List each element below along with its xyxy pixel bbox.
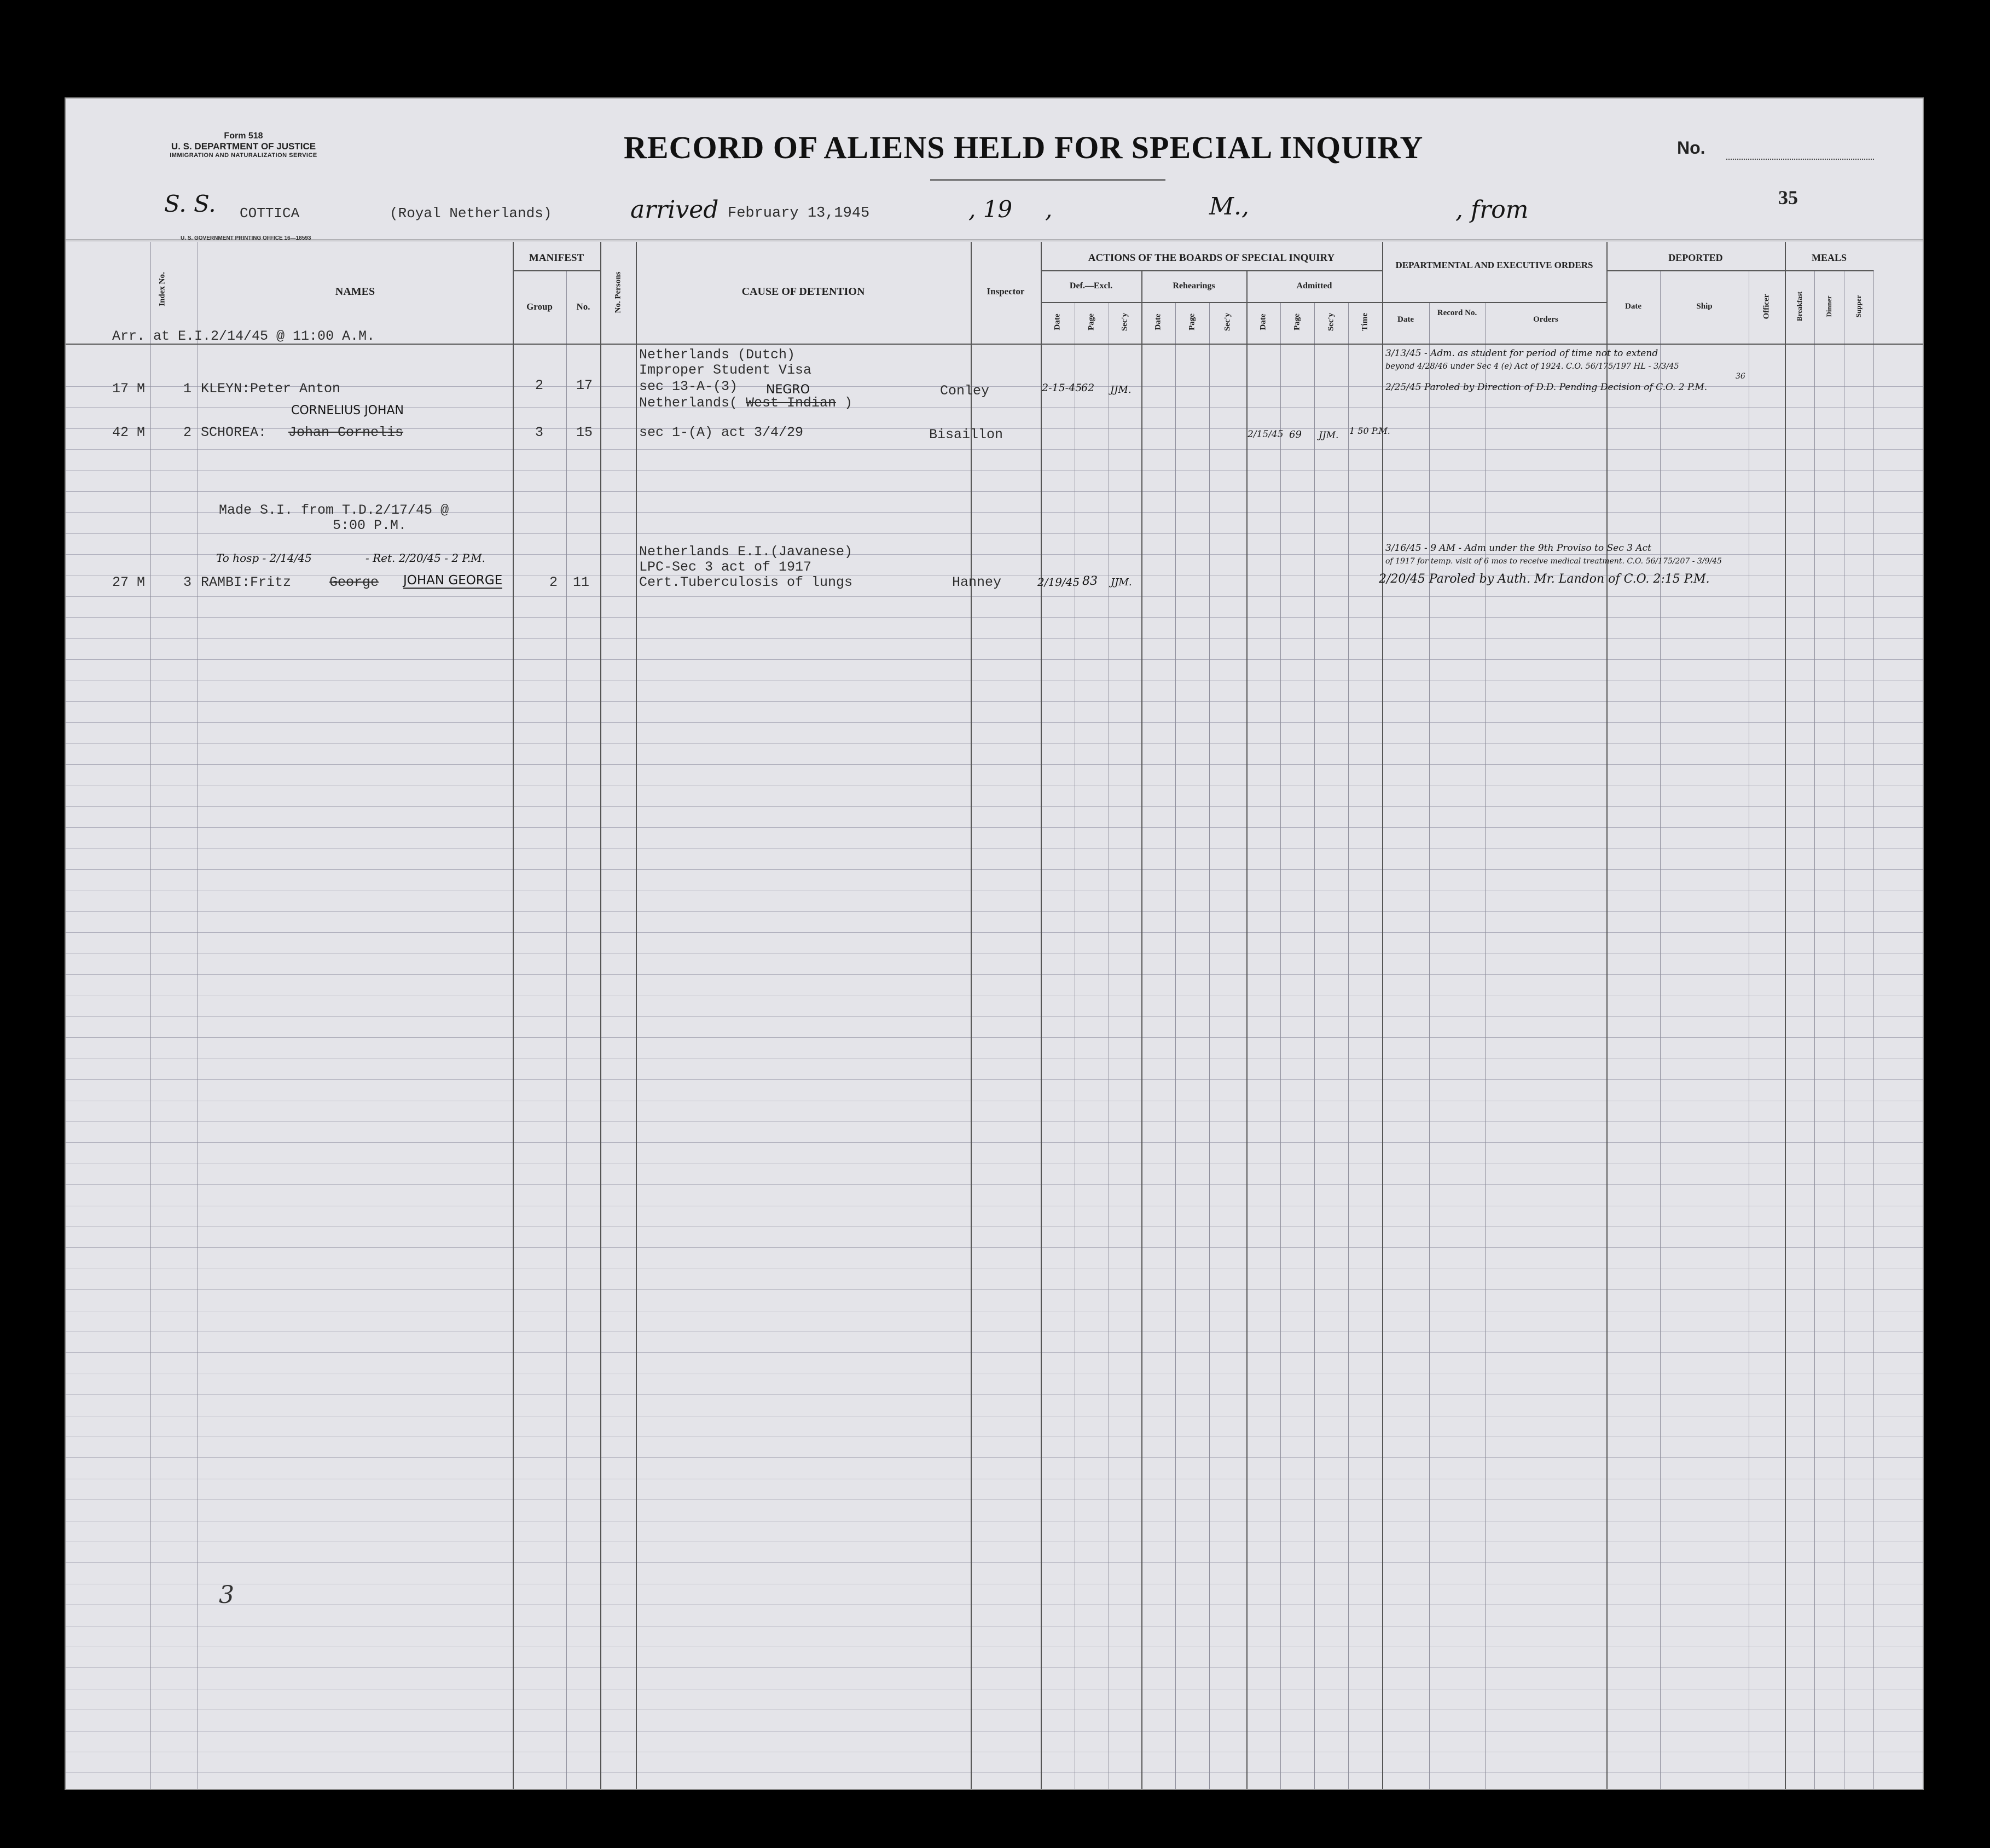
entry-2-cause-struck: West Indian bbox=[746, 395, 837, 411]
page-title: RECORD OF ALIENS HELD FOR SPECIAL INQUIRY bbox=[624, 130, 1424, 165]
entry-1-orders-sup: 36 bbox=[1736, 372, 1745, 381]
m-label: M., bbox=[1209, 193, 1250, 220]
entry-2-name-correction: CORNELIUS JOHAN bbox=[291, 404, 404, 417]
form-number: Form 518 bbox=[224, 131, 263, 141]
ruled-line bbox=[66, 1184, 1923, 1185]
header-def-page: Page bbox=[1087, 313, 1096, 330]
from-label: , from bbox=[1455, 196, 1529, 224]
entry-2-adm-page: 69 bbox=[1289, 429, 1302, 440]
entry-2-name-prefix: SCHOREA: bbox=[201, 425, 267, 440]
header-officer: Officer bbox=[1762, 294, 1771, 319]
column-line bbox=[513, 242, 514, 1789]
entry-3-age-sex: 27 M bbox=[112, 574, 146, 590]
ruled-line bbox=[66, 1247, 1923, 1248]
entry-3-name-struck: George bbox=[329, 574, 379, 590]
entry-1-index: 1 bbox=[183, 381, 192, 397]
header-top-rule bbox=[66, 240, 1923, 241]
group-rule bbox=[1785, 270, 1873, 271]
ruled-line bbox=[66, 470, 1923, 471]
entry-1-orders-1: 3/13/45 - Adm. as student for period of time not to extend bbox=[1385, 348, 1658, 359]
column-line bbox=[1814, 270, 1815, 1789]
header-no: No. bbox=[576, 301, 590, 312]
entry-1-group: 2 bbox=[535, 377, 544, 393]
column-line bbox=[1314, 302, 1315, 1789]
ruled-line bbox=[66, 974, 1923, 975]
column-line bbox=[1280, 302, 1281, 1789]
entry-1-def-page: 62 bbox=[1081, 382, 1095, 394]
header-dept-date: Date bbox=[1397, 315, 1414, 324]
ruled-line bbox=[66, 911, 1923, 912]
header-dinner: Dinner bbox=[1825, 295, 1833, 317]
entry-3-note-1: Made S.I. from T.D.2/17/45 @ bbox=[219, 502, 449, 518]
entry-2-no: 15 bbox=[576, 425, 593, 440]
group-rule bbox=[513, 270, 600, 271]
header-supper: Supper bbox=[1854, 295, 1863, 318]
column-line bbox=[1382, 242, 1383, 1789]
column-line bbox=[1660, 270, 1661, 1789]
entry-2-adm-time: 1 50 P.M. bbox=[1349, 426, 1390, 436]
form-identification bbox=[161, 131, 326, 159]
entry-2-cause-2: sec 1-(A) act 3/4/29 bbox=[639, 425, 804, 440]
header-adm-secy: Sec'y bbox=[1326, 312, 1336, 332]
header-index-no: Index No. bbox=[158, 272, 167, 306]
header-orders: Orders bbox=[1533, 315, 1558, 324]
header-meals: MEALS bbox=[1811, 252, 1847, 263]
column-line bbox=[1141, 270, 1142, 1789]
arrival-date: February 13,1945 bbox=[728, 205, 870, 222]
header-adm-time: Time bbox=[1360, 312, 1370, 332]
entry-2-cause-suffix: ) bbox=[844, 395, 853, 411]
ruled-line bbox=[66, 596, 1923, 597]
ruled-line bbox=[66, 764, 1923, 765]
title-underline bbox=[930, 179, 1165, 181]
header-reh-page: Page bbox=[1187, 313, 1197, 330]
ss-label: S. S. bbox=[164, 190, 216, 217]
column-line bbox=[1246, 270, 1248, 1789]
ruled-line bbox=[66, 932, 1923, 933]
ruled-line bbox=[66, 1289, 1923, 1290]
ship-name: COTTICA bbox=[240, 205, 300, 222]
comma-label: , bbox=[1045, 196, 1053, 223]
ruled-line bbox=[66, 491, 1923, 492]
entry-1-inspector: Conley bbox=[940, 383, 990, 399]
ruled-line bbox=[66, 638, 1923, 639]
entry-2-adm-secy: JJM. bbox=[1319, 430, 1339, 441]
header-names: NAMES bbox=[335, 286, 375, 298]
header-reh-date: Date bbox=[1153, 313, 1163, 330]
record-no-field bbox=[1726, 137, 1874, 160]
entry-2-index: 2 bbox=[183, 425, 192, 440]
header-no-persons: No. Persons bbox=[613, 271, 623, 313]
column-line bbox=[1175, 302, 1176, 1789]
column-line bbox=[1041, 242, 1042, 1789]
entry-3-orders-2: of 1917 for temp. visit of 6 mos to receive medical treatment. C.O. 56/175/207 - 3/9/45 bbox=[1385, 557, 1722, 566]
ruled-line bbox=[66, 869, 1923, 870]
header-rehearings: Rehearings bbox=[1173, 281, 1215, 290]
entry-3-cause-2: LPC-Sec 3 act of 1917 bbox=[639, 559, 812, 575]
ruled-line bbox=[66, 449, 1923, 450]
header-ship: Ship bbox=[1696, 302, 1713, 311]
entry-3-index: 3 bbox=[183, 574, 192, 590]
ruled-line bbox=[66, 743, 1923, 744]
header-inspector: Inspector bbox=[987, 286, 1025, 297]
ruled-line bbox=[66, 701, 1923, 702]
column-line bbox=[636, 242, 637, 1789]
column-line bbox=[1485, 302, 1486, 1789]
ruled-line bbox=[66, 1121, 1923, 1122]
entry-1-cause-2: Improper Student Visa bbox=[639, 362, 812, 378]
ruled-line bbox=[66, 617, 1923, 618]
entry-3-group: 2 bbox=[549, 574, 558, 590]
ruled-line bbox=[66, 1394, 1923, 1395]
entry-3-hosp-note: To hosp - 2/14/45 bbox=[216, 551, 312, 565]
column-line bbox=[1606, 242, 1608, 1789]
entry-2-inspector: Bisaillon bbox=[929, 427, 1003, 443]
entry-3-name-correction: JOHAN GEORGE bbox=[403, 573, 503, 588]
department-name: U. S. DEPARTMENT OF JUSTICE bbox=[171, 141, 316, 152]
column-line bbox=[1429, 302, 1430, 1789]
service-name: IMMIGRATION AND NATURALIZATION SERVICE bbox=[170, 152, 317, 159]
header-deported: DEPORTED bbox=[1668, 252, 1723, 263]
entry-3-def-page: 83 bbox=[1082, 574, 1098, 588]
column-line bbox=[600, 242, 601, 1789]
column-line bbox=[1785, 242, 1786, 1789]
column-line bbox=[971, 242, 972, 1789]
ruled-line bbox=[66, 1667, 1923, 1668]
entry-3-note-2: 5:00 P.M. bbox=[333, 518, 407, 533]
ruled-line bbox=[66, 533, 1923, 534]
entry-1-def-date: 2-15-45 bbox=[1042, 382, 1082, 394]
header-adm-date: Date bbox=[1258, 313, 1268, 330]
header-boards: ACTIONS OF THE BOARDS OF SPECIAL INQUIRY bbox=[1088, 252, 1335, 264]
entry-2-cause-correction: NEGRO bbox=[766, 383, 810, 397]
footer-mark: 3 bbox=[219, 1581, 234, 1609]
year-label: , 19 bbox=[968, 196, 1013, 223]
ruled-line bbox=[66, 1037, 1923, 1038]
entry-3-no: 11 bbox=[573, 574, 590, 590]
ruled-line bbox=[66, 659, 1923, 660]
entry-2-name-struck: Johan Cornelis bbox=[288, 425, 404, 440]
entry-2-cause-prefix: Netherlands( bbox=[639, 395, 738, 411]
entry-3-orders-1: 3/16/45 - 9 AM - Adm under the 9th Proviso to Sec 3 Act bbox=[1385, 543, 1651, 554]
printing-office: U. S. GOVERNMENT PRINTING OFFICE 16—18593 bbox=[181, 235, 311, 241]
entry-1-name: KLEYN:Peter Anton bbox=[201, 381, 341, 397]
entry-3-cause-3: Cert.Tuberculosis of lungs bbox=[639, 574, 853, 590]
header-group: Group bbox=[526, 301, 553, 312]
column-line bbox=[566, 270, 567, 1789]
ruled-line bbox=[66, 554, 1923, 555]
entry-3-ret-note: - Ret. 2/20/45 - 2 P.M. bbox=[365, 551, 486, 565]
group-rule bbox=[1606, 270, 1785, 271]
entry-1-orders-3: 2/25/45 Paroled by Direction of D.D. Pending Decision of C.O. 2 P.M. bbox=[1385, 382, 1708, 393]
entry-3-orders-3: 2/20/45 Paroled by Auth. Mr. Landon of C.O. 2:15 P.M. bbox=[1379, 572, 1710, 586]
header-dep-date: Date bbox=[1625, 302, 1641, 311]
ruled-line bbox=[66, 722, 1923, 723]
entry-2-adm-date: 2/15/45 bbox=[1248, 429, 1284, 440]
ruled-line bbox=[66, 1142, 1923, 1143]
header-dept: DEPARTMENTAL AND EXECUTIVE ORDERS bbox=[1395, 260, 1593, 270]
entry-2-age-sex: 42 M bbox=[112, 425, 146, 440]
ruled-line bbox=[66, 827, 1923, 828]
entry-2-group: 3 bbox=[535, 425, 544, 440]
header-admitted: Admitted bbox=[1296, 281, 1332, 290]
header-cause: CAUSE OF DETENTION bbox=[741, 286, 865, 298]
column-line bbox=[1348, 302, 1349, 1789]
header-manifest: MANIFEST bbox=[529, 252, 584, 264]
header-breakfast: Breakfast bbox=[1795, 292, 1803, 321]
page-number: 35 bbox=[1778, 187, 1798, 208]
column-line bbox=[1873, 270, 1874, 1789]
record-no-label: No. bbox=[1677, 138, 1705, 158]
ruled-line bbox=[66, 1079, 1923, 1080]
entry-1-cause-1: Netherlands (Dutch) bbox=[639, 347, 796, 363]
entry-3-inspector: Hanney bbox=[952, 574, 1002, 590]
entry-1-age-sex: 17 M bbox=[112, 381, 146, 397]
record-sheet bbox=[65, 97, 1924, 1790]
column-line bbox=[1209, 302, 1210, 1789]
header-record-no: Record No. bbox=[1437, 309, 1477, 317]
header-def-secy: Sec'y bbox=[1120, 312, 1129, 332]
header-reh-secy: Sec'y bbox=[1223, 312, 1232, 332]
header-def-date: Date bbox=[1053, 313, 1062, 330]
header-adm-page: Page bbox=[1292, 313, 1302, 330]
entry-1-orders-2: beyond 4/28/46 under Sec 4 (e) Act of 1924. C.O. 56/175/197 HL - 3/3/45 bbox=[1385, 362, 1679, 371]
arrival-note: Arr. at E.I.2/14/45 @ 11:00 A.M. bbox=[112, 328, 375, 344]
entry-3-name-prefix: RAMBI:Fritz bbox=[201, 574, 292, 590]
entry-1-cause-3: sec 13-A-(3) bbox=[639, 379, 738, 394]
ruled-line bbox=[66, 806, 1923, 807]
ruled-line bbox=[66, 1562, 1923, 1563]
arrived-label: arrived bbox=[630, 196, 719, 224]
column-line bbox=[150, 242, 151, 1789]
entry-1-no: 17 bbox=[576, 377, 593, 393]
group-rule bbox=[1041, 270, 1382, 271]
ruled-line bbox=[66, 1016, 1923, 1017]
entry-3-def-date: 2/19/45 bbox=[1037, 576, 1080, 589]
group-rule bbox=[1382, 302, 1606, 303]
entry-1-def-secy: JJM. bbox=[1110, 384, 1132, 396]
ruled-line bbox=[66, 1352, 1923, 1353]
entry-3-def-secy: JJM. bbox=[1111, 577, 1132, 588]
ship-flag: (Royal Netherlands) bbox=[390, 205, 552, 222]
entry-3-cause-1: Netherlands E.I.(Javanese) bbox=[639, 544, 853, 560]
header-def-excl: Def.—Excl. bbox=[1069, 281, 1113, 290]
ruled-line bbox=[66, 1457, 1923, 1458]
